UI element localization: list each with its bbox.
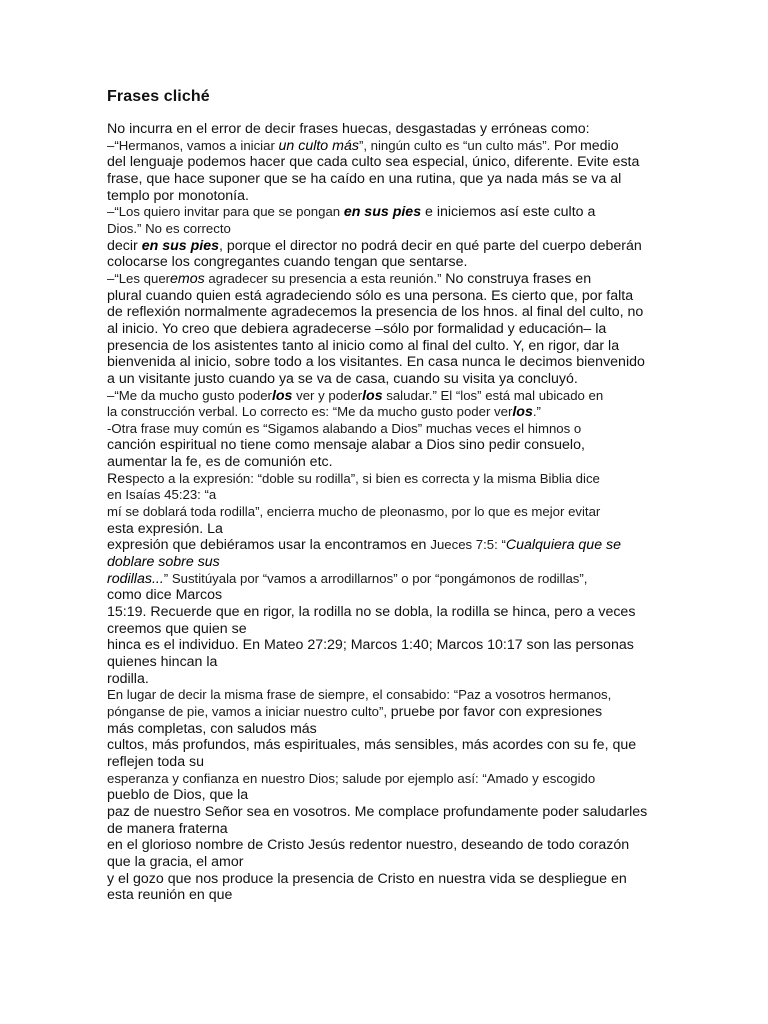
text-run: la construcción verbal. Lo correcto es: “Me da mucho gusto poder ver (107, 404, 513, 420)
bold-text-run: en sus pies (141, 237, 219, 254)
text-run: .” (532, 404, 541, 420)
text-run: rodilla. (107, 670, 149, 687)
text-run: en el glorioso nombre de Cristo Jesús redentor nuestro, deseando de todo corazón (107, 837, 630, 854)
text-line (107, 654, 667, 671)
text-run: esperanza y confianza en nuestro Dios; salude por ejemplo así: “Amado y escogido (107, 770, 596, 786)
italic-text-run: doblare sobre sus (107, 554, 220, 571)
text-run: del lenguaje podemos hacer que cada culto sea especial, único, diferente. Evite esta (107, 154, 640, 171)
text-line (107, 471, 667, 488)
text-line (107, 437, 667, 454)
text-line (107, 154, 667, 171)
text-run: agradecer su presencia a esta reunión.” (204, 270, 446, 286)
text-line (107, 238, 667, 255)
bold-text-run: en sus pies (343, 204, 422, 221)
text-run: –“Hermanos, vamos a iniciar (107, 137, 279, 153)
bold-text-run: los (512, 404, 533, 421)
text-line (107, 121, 667, 138)
text-run: en Isaías 45:23: “a (107, 487, 217, 503)
text-line (107, 354, 667, 371)
text-run: No construya frases en (445, 270, 592, 287)
text-run: al inicio. Yo creo que debiera agradecerse –sólo por formalidad y educación– la (107, 320, 607, 337)
text-line (107, 371, 667, 388)
text-run: e iniciemos así este culto a (421, 204, 596, 221)
text-line (107, 404, 667, 421)
text-line (107, 204, 667, 221)
text-line (107, 887, 667, 904)
text-line (107, 271, 667, 288)
text-line (107, 687, 667, 704)
text-run: cultos, más profundos, más espirituales, más sensibles, más acordes con su fe, que (107, 737, 637, 754)
text-run: mí se doblará toda rodilla”, encierra mucho de pleonasmo, por lo que es mejor evitar (107, 504, 601, 520)
text-line (107, 771, 667, 788)
text-line (107, 504, 667, 521)
text-line (107, 737, 667, 754)
text-run: ”, ningún culto es “un culto más”. (358, 137, 554, 153)
text-run: No incurra en el error de decir frases huecas, desgastadas y erróneas como: (107, 121, 590, 137)
document-title: Frases cliché (107, 88, 210, 105)
text-run: pecto a la expresión: “doble su rodilla”, si bien es correcta y la misma Biblia dice (132, 470, 600, 486)
text-run: Jueces 7:5: “ (430, 537, 506, 553)
text-run: , porque el director no podrá decir en qué parte del cuerpo deberán (218, 237, 642, 254)
text-run: quienes hincan la (107, 654, 218, 670)
text-line (107, 604, 667, 621)
text-run: creemos que quien se (107, 620, 247, 637)
text-line (107, 554, 667, 571)
text-line (107, 704, 667, 721)
text-run: colocarse los congregantes cuando tengan que sentarse. (107, 254, 468, 271)
text-line (107, 671, 667, 688)
text-run: plural cuando quien está agradeciendo sólo es una persona. Es cierto que, por falta (107, 287, 634, 304)
text-line (107, 421, 667, 438)
text-run: –“Les quer (107, 270, 171, 286)
italic-text-run: emos (170, 270, 205, 287)
italic-text-run: un culto más (278, 137, 359, 154)
text-run: pueblo de Dios, que la (107, 787, 249, 804)
text-line (107, 637, 667, 654)
text-line (107, 487, 667, 504)
bold-text-run: los (362, 387, 383, 404)
text-run: –“Los quiero invitar para que se pongan (107, 204, 344, 220)
text-line (107, 254, 667, 271)
text-run: expresión que debiéramos usar la encontramos en (107, 537, 431, 554)
italic-text-run: rodillas... (107, 570, 164, 587)
text-run: 15:19. Recuerde que en rigor, la rodilla no se dobla, la rodilla se hinca, pero a veces (107, 604, 636, 621)
text-line (107, 804, 667, 821)
text-line (107, 304, 667, 321)
text-line (107, 821, 667, 838)
text-run: a un visitante justo cuando ya se va de casa, cuando su visita ya concluyó. (107, 370, 578, 387)
text-line (107, 571, 667, 588)
text-run: de manera fraterna (107, 820, 228, 837)
text-run: canción espiritual no tiene como mensaje alabar a Dios sino pedir consuelo, (107, 437, 585, 454)
text-line (107, 171, 667, 188)
italic-text-run: Cualquiera que se (505, 537, 622, 554)
text-run: –“Me da mucho gusto poder (107, 387, 272, 403)
text-run: saludar.” El “los” está mal ubicado en (382, 387, 604, 403)
text-line (107, 321, 667, 338)
text-run: aumentar la fe, es de comunión etc. (107, 454, 333, 471)
text-line (107, 288, 667, 305)
text-line (107, 454, 667, 471)
text-line (107, 388, 667, 405)
text-run: ” Sustitúyala por “vamos a arrodillarnos” o por “pongámonos de rodillas”, (163, 570, 588, 586)
text-run: como dice Marcos (107, 587, 223, 604)
text-line (107, 221, 667, 238)
text-line (107, 188, 667, 205)
text-line (107, 837, 667, 854)
text-line (107, 621, 667, 638)
document-body (107, 121, 667, 904)
text-run: que la gracia, el amor (107, 853, 244, 870)
text-run: frase, que hace suponer que se ha caído en una rutina, que ya nada más se va al (107, 170, 622, 187)
text-run: Dios.” No es correcto (107, 220, 231, 236)
text-run: templo por monotonía. (107, 187, 249, 204)
text-run: decir (107, 237, 142, 254)
text-run: reflejen toda su (107, 753, 205, 770)
text-run: Res (107, 470, 133, 487)
text-run: -Otra frase muy común es “Sigamos alabando a Dios” muchas veces el himnos o (107, 420, 582, 436)
text-line (107, 854, 667, 871)
text-run: En lugar de decir la misma frase de siempre, el consabido: “Paz a vosotros hermanos, (107, 687, 612, 703)
text-line (107, 537, 667, 554)
text-run: y el gozo que nos produce la presencia de Cristo en nuestra vida se despliegue en (107, 870, 627, 887)
text-line (107, 787, 667, 804)
text-run: hinca es el individuo. En Mateo 27:29; Marcos 1:40; Marcos 10:17 son las personas (107, 637, 634, 654)
text-line (107, 587, 667, 604)
text-line (107, 338, 667, 355)
text-run: más completas, con saludos más (107, 720, 317, 737)
text-run: paz de nuestro Señor sea en vosotros. Me complace profundamente poder saludarles (107, 803, 648, 820)
text-run: esta expresión. La (107, 520, 223, 537)
text-run: ver y poder (292, 387, 363, 403)
bold-text-run: los (271, 387, 293, 404)
text-line (107, 871, 667, 888)
text-run: Por medio (553, 137, 619, 154)
text-run: de reflexión normalmente agradecemos la presencia de los hnos. al final del culto, no (107, 304, 644, 321)
text-line (107, 138, 667, 155)
text-run: presencia de los asistentes tanto al inicio como al final del culto. Y, en rigor, dar la (107, 337, 620, 354)
text-run: pruebe por favor con expresiones (390, 703, 603, 720)
text-run: pónganse de pie, vamos a iniciar nuestro culto”, (107, 703, 391, 719)
text-line (107, 754, 667, 771)
text-line (107, 521, 667, 538)
text-run: esta reunión en que (107, 887, 233, 904)
text-run: bienvenida al inicio, sobre todo a los visitantes. En casa nunca le decimos bienvenido (107, 354, 645, 371)
text-line (107, 721, 667, 738)
